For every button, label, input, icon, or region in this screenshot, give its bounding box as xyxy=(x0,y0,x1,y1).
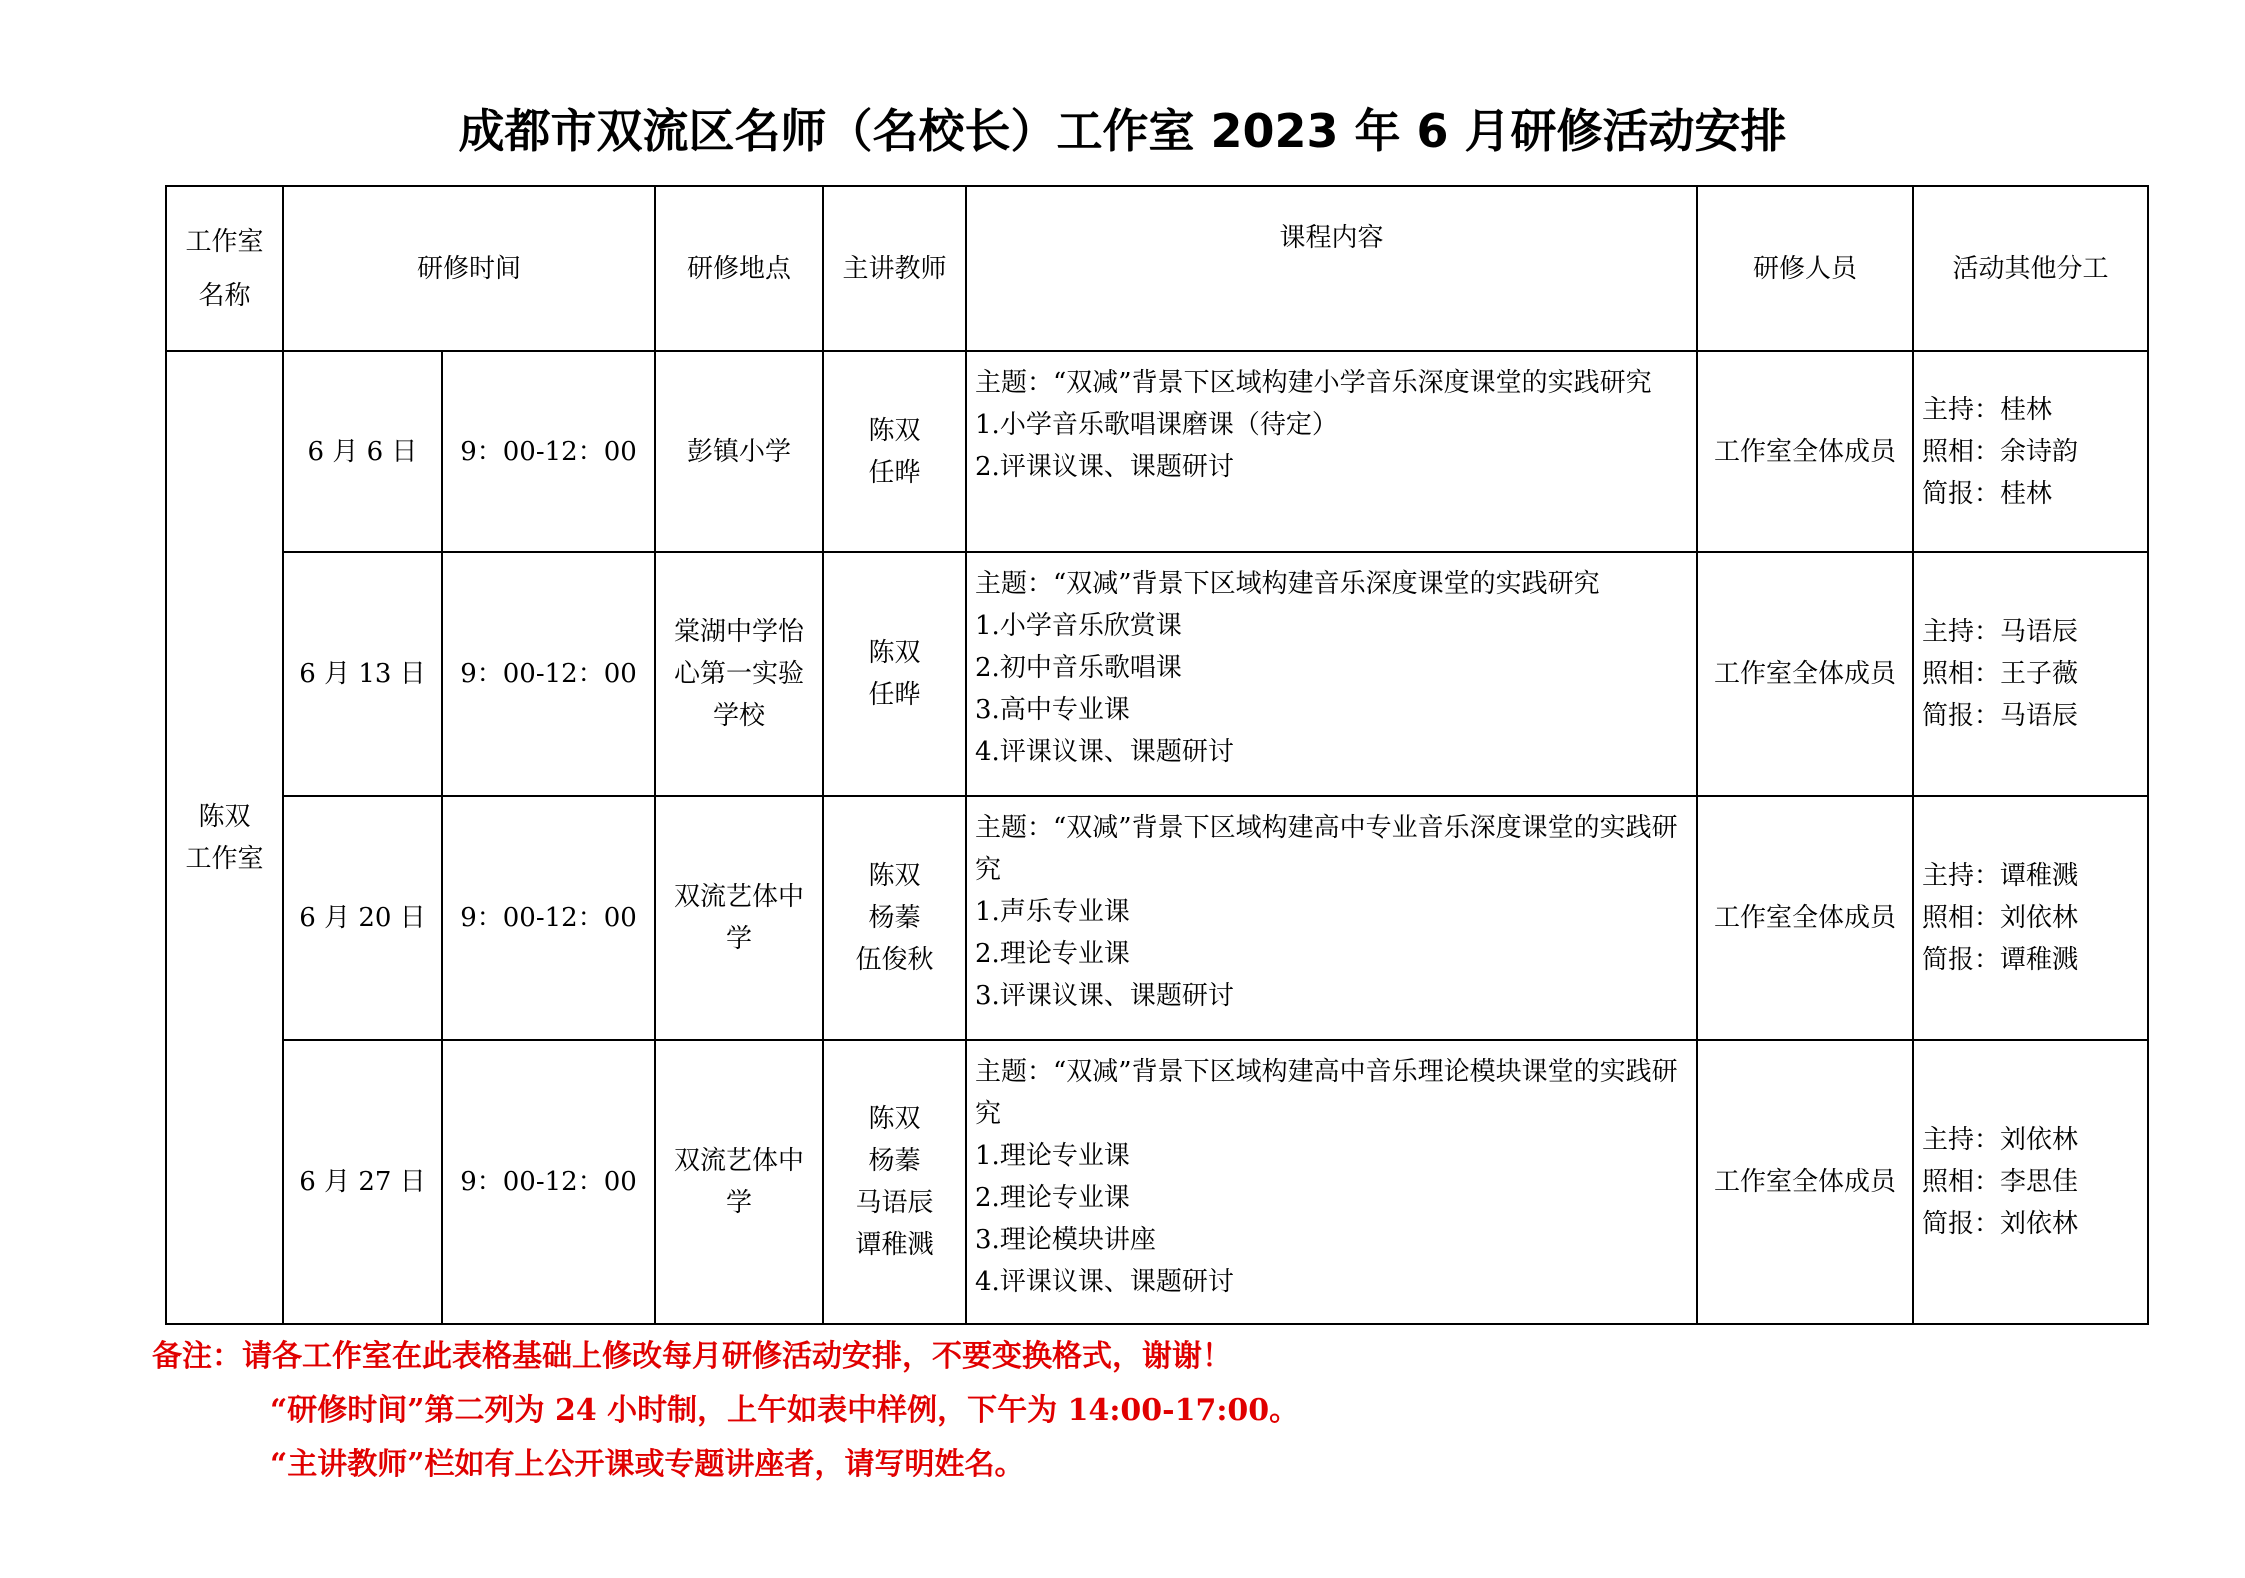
note-line: “研修时间”第二列为 24 小时制，上午如表中样例，下午为 14:00-17:00。 xyxy=(270,1393,1300,1428)
duties-cell: 主持：马语辰 照相：王子薇 简报：马语辰 xyxy=(1913,552,2148,796)
note-line: “主讲教师”栏如有上公开课或专题讲座者，请写明姓名。 xyxy=(270,1447,1025,1482)
header-participants: 研修人员 xyxy=(1697,186,1913,351)
header-studio-name: 工作室 名称 xyxy=(166,186,283,351)
lecturer-cell: 陈双 杨蓁 马语辰 谭稚溅 xyxy=(823,1040,966,1324)
header-time: 研修时间 xyxy=(283,186,655,351)
header-duties: 活动其他分工 xyxy=(1913,186,2148,351)
date-cell: 6 月 27 日 xyxy=(283,1040,442,1324)
time-cell: 9：00-12：00 xyxy=(442,1040,655,1324)
time-cell: 9：00-12：00 xyxy=(442,351,655,552)
header-location: 研修地点 xyxy=(655,186,823,351)
duties-cell: 主持：桂林 照相：余诗韵 简报：桂林 xyxy=(1913,351,2148,552)
header-lecturer: 主讲教师 xyxy=(823,186,966,351)
page-title: 成都市双流区名师（名校长）工作室 2023 年 6 月研修活动安排 xyxy=(458,104,1787,158)
participants-cell: 工作室全体成员 xyxy=(1697,1040,1913,1324)
schedule-table xyxy=(165,185,2149,1325)
time-cell: 9：00-12：00 xyxy=(442,796,655,1040)
date-cell: 6 月 6 日 xyxy=(283,351,442,552)
time-cell: 9：00-12：00 xyxy=(442,552,655,796)
table-row xyxy=(166,796,2148,1040)
note-line: 备注：请各工作室在此表格基础上修改每月研修活动安排，不要变换格式，谢谢！ xyxy=(152,1339,1232,1374)
content-cell: 主题：“双减”背景下区域构建高中音乐理论模块课堂的实践研究 1.理论专业课 2.理论专业课 3.理论模块讲座 4.评课议课、课题研讨 xyxy=(966,1040,1697,1324)
header-content: 课程内容 xyxy=(966,186,1697,351)
location-cell: 双流艺体中学 xyxy=(655,796,823,1040)
participants-cell: 工作室全体成员 xyxy=(1697,552,1913,796)
date-cell: 6 月 20 日 xyxy=(283,796,442,1040)
content-cell: 主题：“双减”背景下区域构建音乐深度课堂的实践研究 1.小学音乐欣赏课 2.初中音乐歌唱课 3.高中专业课 4.评课议课、课题研讨 xyxy=(966,552,1697,796)
participants-cell: 工作室全体成员 xyxy=(1697,351,1913,552)
header-row xyxy=(166,186,2148,351)
participants-cell: 工作室全体成员 xyxy=(1697,796,1913,1040)
content-cell: 主题：“双减”背景下区域构建小学音乐深度课堂的实践研究 1.小学音乐歌唱课磨课（待定） 2.评课议课、课题研讨 xyxy=(966,351,1697,552)
location-cell: 彭镇小学 xyxy=(655,351,823,552)
duties-cell: 主持：刘依林 照相：李思佳 简报：刘依林 xyxy=(1913,1040,2148,1324)
table-row xyxy=(166,351,2148,552)
studio-name-cell: 陈双 工作室 xyxy=(166,351,283,1324)
content-cell: 主题：“双减”背景下区域构建高中专业音乐深度课堂的实践研究 1.声乐专业课 2.理论专业课 3.评课议课、课题研讨 xyxy=(966,796,1697,1040)
location-cell: 双流艺体中学 xyxy=(655,1040,823,1324)
table-row xyxy=(166,552,2148,796)
date-cell: 6 月 13 日 xyxy=(283,552,442,796)
lecturer-cell: 陈双 任晔 xyxy=(823,552,966,796)
lecturer-cell: 陈双 任晔 xyxy=(823,351,966,552)
notes xyxy=(152,1330,1299,1492)
lecturer-cell: 陈双 杨蓁 伍俊秋 xyxy=(823,796,966,1040)
table-row xyxy=(166,1040,2148,1324)
duties-cell: 主持：谭稚溅 照相：刘依林 简报：谭稚溅 xyxy=(1913,796,2148,1040)
location-cell: 棠湖中学怡心第一实验学校 xyxy=(655,552,823,796)
